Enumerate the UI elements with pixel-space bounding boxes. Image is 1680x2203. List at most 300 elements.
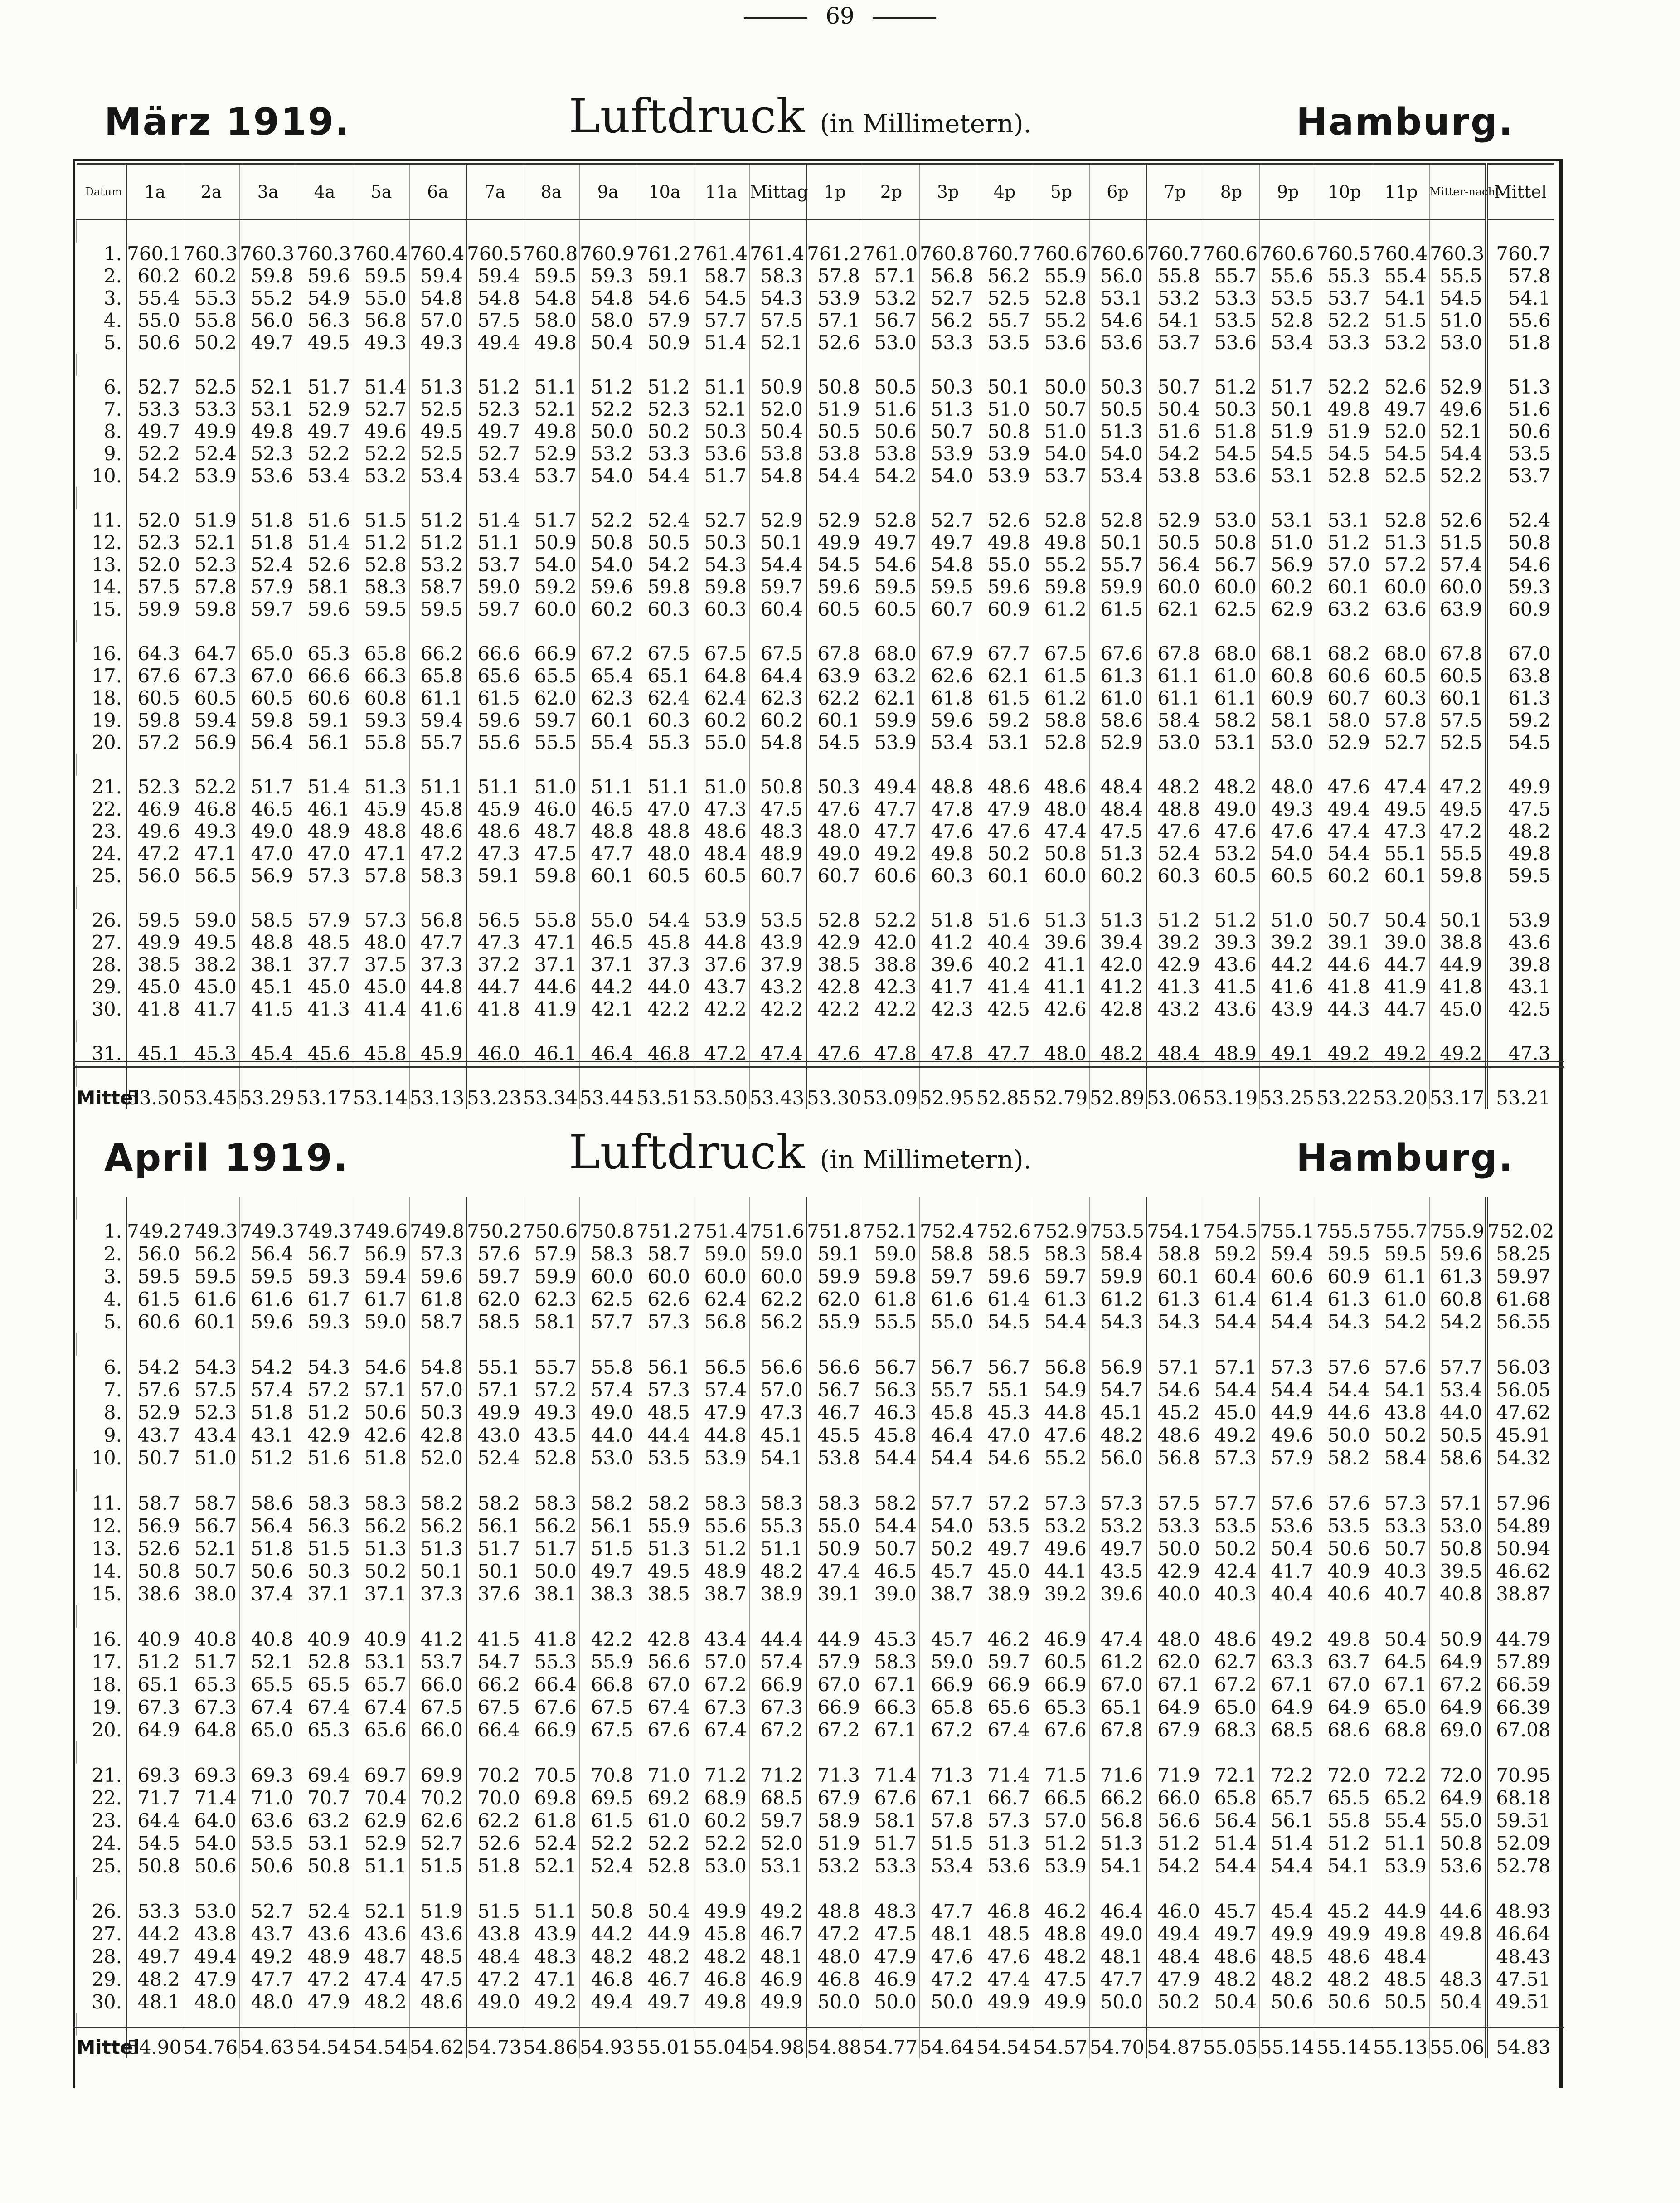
pressure-cell: 49.9 <box>750 1990 806 2013</box>
pressure-cell: 60.1 <box>183 1310 240 1333</box>
date-cell: 14. <box>92 1560 122 1582</box>
pressure-cell: 38.1 <box>240 953 296 976</box>
pressure-cell: 56.1 <box>580 1514 636 1537</box>
table-row <box>77 1242 1554 1265</box>
pressure-cell: 51.1 <box>636 776 693 798</box>
pressure-cell: 42.0 <box>1090 953 1146 976</box>
pressure-cell: 52.8 <box>1316 465 1373 487</box>
table-row <box>77 665 1554 687</box>
mean-value: 54.88 <box>806 2036 863 2058</box>
pressure-cell: 65.3 <box>183 1673 240 1696</box>
spacer-cell <box>1373 754 1430 776</box>
pressure-cell: 53.5 <box>1260 287 1316 309</box>
date-cell: 24. <box>92 1832 122 1854</box>
pressure-cell: 55.2 <box>1033 554 1090 576</box>
spacer-cell <box>750 2013 806 2036</box>
pressure-cell: 54.2 <box>126 465 183 487</box>
pressure-cell: 45.9 <box>353 798 410 820</box>
mean-cell: 49.51 <box>1486 1990 1554 2013</box>
pressure-cell: 67.2 <box>1203 1673 1260 1696</box>
pressure-cell: 44.2 <box>580 976 636 998</box>
spacer-cell <box>523 1197 580 1220</box>
date-cell: 19. <box>92 709 122 731</box>
pressure-cell: 57.4 <box>240 1378 296 1401</box>
spacer-cell <box>523 1877 580 1900</box>
table-row <box>77 1990 1554 2013</box>
spacer-cell <box>580 1877 636 1900</box>
table-row <box>77 331 1554 354</box>
pressure-cell: 58.5 <box>976 1242 1033 1265</box>
pressure-cell: 42.8 <box>1090 998 1146 1020</box>
pressure-cell: 54.4 <box>1316 1378 1373 1401</box>
pressure-cell: 58.3 <box>1033 1242 1090 1265</box>
column-header: 9a <box>580 164 636 220</box>
pressure-cell: 49.6 <box>1260 1424 1316 1446</box>
mean-cell: 48.43 <box>1486 1945 1554 1968</box>
pressure-cell: 45.8 <box>693 1922 750 1945</box>
pressure-cell: 56.3 <box>296 1514 353 1537</box>
date-cell: 8. <box>103 1401 122 1424</box>
pressure-cell: 55.9 <box>1033 265 1090 287</box>
pressure-cell: 56.2 <box>183 1242 240 1265</box>
pressure-cell: 63.2 <box>863 665 920 687</box>
spacer-cell <box>693 754 750 776</box>
pressure-cell: 62.0 <box>1146 1650 1203 1673</box>
pressure-cell: 56.2 <box>750 1310 806 1333</box>
table-row <box>77 531 1554 554</box>
pressure-cell: 60.3 <box>636 709 693 731</box>
spacer-cell <box>920 620 976 642</box>
pressure-cell: 56.8 <box>920 265 976 287</box>
spacer-cell <box>126 1333 183 1356</box>
pressure-cell: 39.0 <box>863 1582 920 1605</box>
mean-value: 54.54 <box>976 2036 1033 2058</box>
pressure-cell: 45.3 <box>863 1628 920 1650</box>
pressure-cell: 67.2 <box>750 1718 806 1741</box>
mean-value: 54.54 <box>353 2036 410 2058</box>
pressure-cell: 51.6 <box>976 909 1033 931</box>
table-row <box>77 1356 1554 1378</box>
pressure-cell: 45.8 <box>920 1401 976 1424</box>
pressure-cell: 54.2 <box>1146 443 1203 465</box>
mean-value: 54.86 <box>523 2036 580 2058</box>
spacer-cell <box>183 1605 240 1628</box>
spacer-cell <box>1316 220 1373 243</box>
pressure-cell: 61.8 <box>920 687 976 709</box>
pressure-cell: 42.5 <box>976 998 1033 1020</box>
pressure-cell: 54.4 <box>1430 443 1486 465</box>
pressure-cell: 64.3 <box>126 642 183 665</box>
pressure-cell: 54.2 <box>636 554 693 576</box>
pressure-cell: 41.6 <box>410 998 466 1020</box>
pressure-cell: 61.3 <box>1430 1265 1486 1288</box>
spacer-cell <box>806 1877 863 1900</box>
pressure-cell: 47.3 <box>466 842 523 865</box>
pressure-cell: 49.7 <box>1203 1922 1260 1945</box>
pressure-cell: 44.4 <box>636 1424 693 1446</box>
mean-cell: 54.32 <box>1486 1446 1554 1469</box>
pressure-cell: 37.6 <box>693 953 750 976</box>
pressure-cell: 51.5 <box>353 509 410 531</box>
pressure-cell: 54.0 <box>1260 842 1316 865</box>
spacer-cell <box>410 1020 466 1042</box>
mean-cell: 55.6 <box>1486 309 1554 331</box>
mean-value: 54.87 <box>1146 2036 1203 2058</box>
pressure-cell: 38.8 <box>863 953 920 976</box>
pressure-cell: 50.2 <box>1373 1424 1430 1446</box>
pressure-cell: 51.3 <box>1033 909 1090 931</box>
pressure-cell: 58.7 <box>693 265 750 287</box>
pressure-cell: 51.2 <box>1146 909 1203 931</box>
pressure-cell: 52.5 <box>1373 465 1430 487</box>
pressure-cell: 59.0 <box>863 1242 920 1265</box>
pressure-cell: 39.2 <box>1033 1582 1090 1605</box>
pressure-cell: 49.7 <box>1373 398 1430 420</box>
column-header: 4p <box>976 164 1033 220</box>
pressure-cell: 53.7 <box>1033 465 1090 487</box>
pressure-cell: 53.6 <box>1090 331 1146 354</box>
pressure-cell: 55.8 <box>1146 265 1203 287</box>
spacer-cell <box>296 220 353 243</box>
pressure-cell: 51.1 <box>353 1854 410 1877</box>
pressure-cell: 44.8 <box>693 931 750 953</box>
pressure-cell: 58.7 <box>183 1492 240 1514</box>
pressure-cell: 52.1 <box>693 398 750 420</box>
pressure-cell: 67.6 <box>1090 642 1146 665</box>
mean-value: 53.30 <box>806 1087 863 1109</box>
pressure-cell: 67.1 <box>863 1718 920 1741</box>
spacer-cell <box>1373 1469 1430 1492</box>
mean-label: Mittel <box>76 2036 140 2058</box>
pressure-cell: 51.7 <box>296 376 353 398</box>
pressure-cell: 38.2 <box>183 953 240 976</box>
march-header <box>73 88 1528 147</box>
spacer-cell <box>1373 220 1430 243</box>
pressure-cell: 65.7 <box>1260 1786 1316 1809</box>
pressure-cell: 52.7 <box>920 287 976 309</box>
pressure-cell: 60.1 <box>1430 687 1486 709</box>
pressure-cell: 50.7 <box>1316 909 1373 931</box>
pressure-cell: 48.1 <box>920 1922 976 1945</box>
pressure-cell: 38.7 <box>693 1582 750 1605</box>
pressure-cell: 49.8 <box>1430 1922 1486 1945</box>
spacer-cell <box>636 754 693 776</box>
spacer-cell <box>636 354 693 376</box>
column-header: Mittag <box>750 164 806 220</box>
pressure-cell: 42.8 <box>636 1628 693 1650</box>
pressure-cell: 54.6 <box>976 1446 1033 1469</box>
pressure-cell: 58.7 <box>636 1242 693 1265</box>
pressure-cell: 46.1 <box>296 798 353 820</box>
pressure-cell: 54.6 <box>1146 1378 1203 1401</box>
pressure-cell: 50.8 <box>1033 842 1090 865</box>
spacer-cell <box>1373 1877 1430 1900</box>
pressure-cell: 51.4 <box>296 531 353 554</box>
pressure-cell: 43.6 <box>410 1922 466 1945</box>
pressure-cell: 44.9 <box>806 1628 863 1650</box>
pressure-cell: 51.5 <box>466 1900 523 1922</box>
spacer-cell <box>1373 887 1430 909</box>
date-cell: 16. <box>92 1628 122 1650</box>
pressure-cell: 46.2 <box>1033 1900 1090 1922</box>
pressure-cell: 62.1 <box>976 665 1033 687</box>
pressure-cell: 60.4 <box>1203 1265 1260 1288</box>
mean-cell: 61.3 <box>1486 687 1554 709</box>
spacer-row <box>77 354 1554 376</box>
spacer-cell <box>183 1333 240 1356</box>
pressure-cell: 60.0 <box>1146 576 1203 598</box>
pressure-cell: 41.8 <box>1316 976 1373 998</box>
pressure-cell: 66.9 <box>806 1696 863 1718</box>
pressure-cell: 51.8 <box>920 909 976 931</box>
table-row <box>77 243 1554 265</box>
pressure-cell: 56.2 <box>523 1514 580 1537</box>
mean-value: 53.23 <box>466 1087 523 1109</box>
pressure-cell: 44.9 <box>636 1922 693 1945</box>
spacer-cell <box>410 487 466 509</box>
pressure-cell: 58.2 <box>466 1492 523 1514</box>
spacer-cell <box>240 1741 296 1764</box>
pressure-cell: 51.7 <box>523 1537 580 1560</box>
pressure-cell: 44.1 <box>1033 1560 1090 1582</box>
table-row <box>77 998 1554 1020</box>
pressure-cell: 47.0 <box>976 1424 1033 1446</box>
pressure-cell: 66.0 <box>1146 1786 1203 1809</box>
pressure-cell: 66.9 <box>523 1718 580 1741</box>
pressure-cell: 57.7 <box>580 1310 636 1333</box>
pressure-cell: 38.7 <box>920 1582 976 1605</box>
pressure-cell: 56.3 <box>863 1378 920 1401</box>
spacer-cell <box>863 1333 920 1356</box>
pressure-cell: 61.8 <box>523 1809 580 1832</box>
mean-value: 53.21 <box>1486 1087 1554 1109</box>
date-cell: 10. <box>92 1446 122 1469</box>
pressure-cell: 48.3 <box>750 820 806 842</box>
pressure-cell: 48.2 <box>353 1990 410 2013</box>
spacer-cell <box>523 487 580 509</box>
pressure-cell: 59.6 <box>1430 1242 1486 1265</box>
spacer-cell <box>77 754 126 776</box>
pressure-cell: 72.2 <box>1260 1764 1316 1786</box>
pressure-cell: 56.4 <box>240 731 296 754</box>
pressure-cell: 69.7 <box>353 1764 410 1786</box>
pressure-cell: 48.5 <box>410 1945 466 1968</box>
spacer-cell <box>863 1197 920 1220</box>
pressure-cell: 43.6 <box>296 1922 353 1945</box>
table-row <box>77 1514 1554 1537</box>
pressure-cell: 60.0 <box>1430 576 1486 598</box>
pressure-cell: 56.2 <box>410 1514 466 1537</box>
pressure-cell: 54.7 <box>466 1650 523 1673</box>
pressure-cell: 54.5 <box>126 1832 183 1854</box>
pressure-cell: 49.7 <box>1090 1537 1146 1560</box>
pressure-cell: 49.3 <box>410 331 466 354</box>
pressure-cell: 51.0 <box>693 776 750 798</box>
date-cell: 17. <box>92 1650 122 1673</box>
pressure-cell: 53.3 <box>920 331 976 354</box>
pressure-cell: 40.4 <box>976 931 1033 953</box>
spacer-cell <box>353 1741 410 1764</box>
pressure-cell: 51.4 <box>353 376 410 398</box>
pressure-cell: 67.8 <box>1146 642 1203 665</box>
pressure-cell: 59.9 <box>1090 576 1146 598</box>
mean-cell: 752.02 <box>1486 1220 1554 1242</box>
pressure-cell: 47.2 <box>410 842 466 865</box>
spacer-cell <box>466 620 523 642</box>
spacer-cell <box>693 1605 750 1628</box>
pressure-cell: 51.9 <box>806 1832 863 1854</box>
spacer-cell <box>1260 1197 1316 1220</box>
pressure-cell: 69.9 <box>410 1764 466 1786</box>
pressure-cell: 48.8 <box>240 931 296 953</box>
table-row <box>77 820 1554 842</box>
pressure-cell: 54.1 <box>750 1446 806 1469</box>
pressure-cell: 49.5 <box>1373 798 1430 820</box>
spacer-cell <box>466 1469 523 1492</box>
pressure-cell: 51.7 <box>693 465 750 487</box>
pressure-cell: 51.6 <box>296 509 353 531</box>
pressure-cell: 50.0 <box>523 1560 580 1582</box>
spacer-cell <box>296 1741 353 1764</box>
pressure-cell: 62.1 <box>1146 598 1203 620</box>
spacer-cell <box>1090 1469 1146 1492</box>
pressure-cell: 58.4 <box>1146 709 1203 731</box>
pressure-cell: 59.0 <box>353 1310 410 1333</box>
pressure-cell: 57.0 <box>1033 1809 1090 1832</box>
pressure-cell: 56.8 <box>1033 1356 1090 1378</box>
pressure-cell: 53.2 <box>863 287 920 309</box>
pressure-cell: 59.5 <box>353 265 410 287</box>
pressure-cell: 58.8 <box>1146 1242 1203 1265</box>
spacer-cell <box>806 1469 863 1492</box>
pressure-cell: 55.4 <box>1373 265 1430 287</box>
pressure-cell: 54.4 <box>1260 1310 1316 1333</box>
pressure-cell: 60.2 <box>580 598 636 620</box>
pressure-cell: 60.0 <box>693 1265 750 1288</box>
pressure-cell: 39.3 <box>1203 931 1260 953</box>
pressure-cell: 71.9 <box>1146 1764 1203 1786</box>
spacer-cell <box>750 354 806 376</box>
spacer-cell <box>466 487 523 509</box>
april-table-body <box>77 1197 1554 2058</box>
pressure-cell: 67.1 <box>863 1673 920 1696</box>
spacer-cell <box>1486 1605 1554 1628</box>
pressure-cell: 67.4 <box>693 1718 750 1741</box>
pressure-cell: 45.0 <box>353 976 410 998</box>
pressure-cell: 52.7 <box>693 509 750 531</box>
spacer-cell <box>580 1605 636 1628</box>
pressure-cell: 50.7 <box>920 420 976 443</box>
pressure-cell: 67.3 <box>693 1696 750 1718</box>
pressure-cell: 59.6 <box>920 709 976 731</box>
spacer-cell <box>976 220 1033 243</box>
pressure-cell: 59.6 <box>410 1265 466 1288</box>
spacer-cell <box>353 620 410 642</box>
pressure-cell: 52.2 <box>1316 309 1373 331</box>
pressure-cell: 60.7 <box>1316 687 1373 709</box>
pressure-cell: 37.3 <box>636 953 693 976</box>
pressure-cell: 65.5 <box>296 1673 353 1696</box>
spacer-cell <box>1203 620 1260 642</box>
spacer-cell <box>693 1469 750 1492</box>
pressure-cell: 59.0 <box>466 576 523 598</box>
pressure-cell: 58.5 <box>466 1310 523 1333</box>
pressure-cell: 54.4 <box>1203 1854 1260 1877</box>
pressure-cell: 50.8 <box>580 531 636 554</box>
mean-cell: 48.93 <box>1486 1900 1554 1922</box>
pressure-cell: 65.2 <box>1373 1786 1430 1809</box>
mean-cell: 50.8 <box>1486 531 1554 554</box>
spacer-cell <box>1430 887 1486 909</box>
pressure-cell: 59.9 <box>863 709 920 731</box>
spacer-cell <box>1373 1065 1430 1087</box>
spacer-cell <box>1090 2013 1146 2036</box>
pressure-cell: 70.0 <box>466 1786 523 1809</box>
pressure-cell: 55.2 <box>240 287 296 309</box>
section-divider-2 <box>73 1066 1564 1068</box>
pressure-cell: 40.3 <box>1373 1560 1430 1582</box>
pressure-cell: 48.6 <box>410 820 466 842</box>
pressure-cell: 45.2 <box>1316 1900 1373 1922</box>
pressure-cell: 49.3 <box>183 820 240 842</box>
spacer-cell <box>1146 354 1203 376</box>
table-row <box>77 1696 1554 1718</box>
pressure-cell: 53.2 <box>1146 287 1203 309</box>
pressure-cell: 49.2 <box>863 842 920 865</box>
pressure-cell: 52.1 <box>523 398 580 420</box>
pressure-cell: 47.2 <box>296 1968 353 1990</box>
pressure-cell: 71.3 <box>806 1764 863 1786</box>
pressure-cell: 47.3 <box>750 1401 806 1424</box>
pressure-cell: 51.1 <box>466 531 523 554</box>
pressure-cell: 52.6 <box>466 1832 523 1854</box>
mean-cell: 39.8 <box>1486 953 1554 976</box>
mean-cell: 52.4 <box>1486 509 1554 531</box>
spacer-cell <box>466 354 523 376</box>
pressure-cell: 41.7 <box>1260 1560 1316 1582</box>
pressure-cell: 62.2 <box>466 1809 523 1832</box>
spacer-cell <box>126 1605 183 1628</box>
pressure-cell: 53.3 <box>126 1900 183 1922</box>
pressure-cell: 50.3 <box>296 1560 353 1582</box>
pressure-cell: 40.6 <box>1316 1582 1373 1605</box>
pressure-cell: 67.1 <box>920 1786 976 1809</box>
pressure-cell: 50.5 <box>1430 1424 1486 1446</box>
date-cell: 14. <box>92 576 122 598</box>
mean-cell: 68.18 <box>1486 1786 1554 1809</box>
spacer-cell <box>1260 754 1316 776</box>
pressure-cell: 59.6 <box>296 598 353 620</box>
mean-cell: 58.25 <box>1486 1242 1554 1265</box>
spacer-cell <box>240 1605 296 1628</box>
pressure-cell: 56.0 <box>126 865 183 887</box>
pressure-cell: 52.6 <box>126 1537 183 1560</box>
pressure-cell: 47.6 <box>1260 820 1316 842</box>
pressure-cell: 45.0 <box>126 976 183 998</box>
pressure-cell: 60.8 <box>353 687 410 709</box>
pressure-cell: 41.4 <box>976 976 1033 998</box>
spacer-cell <box>126 220 183 243</box>
pressure-cell: 67.6 <box>523 1696 580 1718</box>
pressure-cell: 60.3 <box>693 598 750 620</box>
column-header: 1a <box>126 164 183 220</box>
pressure-cell: 53.9 <box>976 443 1033 465</box>
mean-cell: 66.59 <box>1486 1673 1554 1696</box>
pressure-cell: 58.6 <box>240 1492 296 1514</box>
march-title-main: Luftdruck <box>568 88 805 144</box>
pressure-cell: 45.1 <box>240 976 296 998</box>
pressure-cell: 61.7 <box>353 1288 410 1310</box>
